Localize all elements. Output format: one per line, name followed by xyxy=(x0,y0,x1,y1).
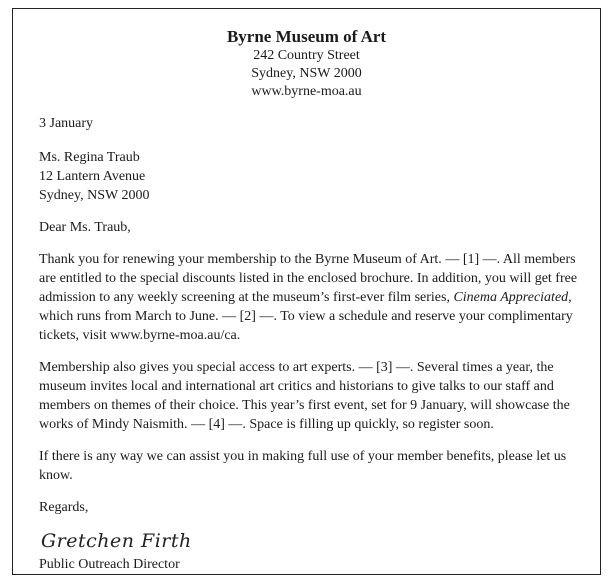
paragraph-2-part-1: Membership also gives you special access to art experts. xyxy=(39,360,359,375)
signature-text: Gretchen Firth xyxy=(41,530,192,552)
closing: Regards, xyxy=(39,500,89,515)
museum-street: 242 Country Street xyxy=(253,48,360,63)
paragraph-1 xyxy=(39,250,578,345)
letterhead xyxy=(13,27,600,101)
paragraph-2-part-3: . Space is filling up quickly, so register soon. xyxy=(242,417,494,432)
recipient-street: 12 Lantern Avenue xyxy=(39,169,146,184)
signature-graphic xyxy=(39,525,199,555)
recipient-address xyxy=(39,148,578,205)
recipient-city: Sydney, NSW 2000 xyxy=(39,188,150,203)
museum-website: www.byrne-moa.au xyxy=(251,84,362,99)
blank-ref-3: — [3] — xyxy=(358,360,410,375)
paragraph-2 xyxy=(39,358,578,434)
blank-ref-1: — [1] — xyxy=(445,252,497,267)
paragraph-2-part-2: . Several times a year, the museum invites local and international art critics and historians to give talks to our staff and members on themes of their choice. This year’s first event, set for 9 January, will showcase the works of Mindy Naismith. xyxy=(39,360,570,432)
letter-body xyxy=(39,114,578,574)
recipient-name: Ms. Regina Traub xyxy=(39,150,140,165)
blank-ref-2: — [2] — xyxy=(222,309,274,324)
salutation: Dear Ms. Traub, xyxy=(39,220,131,235)
letter-frame xyxy=(12,8,601,575)
signature xyxy=(39,525,578,555)
film-series-title: Cinema Appreciated xyxy=(453,290,569,305)
letter-date: 3 January xyxy=(39,116,94,131)
blank-ref-4: — [4] — xyxy=(191,417,243,432)
paragraph-3: If there is any way we can assist you in making full use of your member benefits, please let us know. xyxy=(39,449,567,483)
museum-name: Byrne Museum of Art xyxy=(226,27,387,46)
paragraph-1-part-4: . To view a schedule and reserve your complimentary tickets, visit www.byrne-moa.au/ca. xyxy=(39,309,573,343)
sender-title: Public Outreach Director xyxy=(39,557,180,572)
paragraph-1-part-1: Thank you for renewing your membership to the Byrne Museum of Art. xyxy=(39,252,446,267)
paragraph-1-part-2: . All members are entitled to the special discounts listed in the enclosed brochure. In addition, you will get free admission to any weekly screening at the museum’s first-ever film series, xyxy=(39,252,578,305)
museum-city: Sydney, NSW 2000 xyxy=(251,66,362,81)
paragraph-1-part-3: , which runs from March to June. xyxy=(39,290,572,324)
